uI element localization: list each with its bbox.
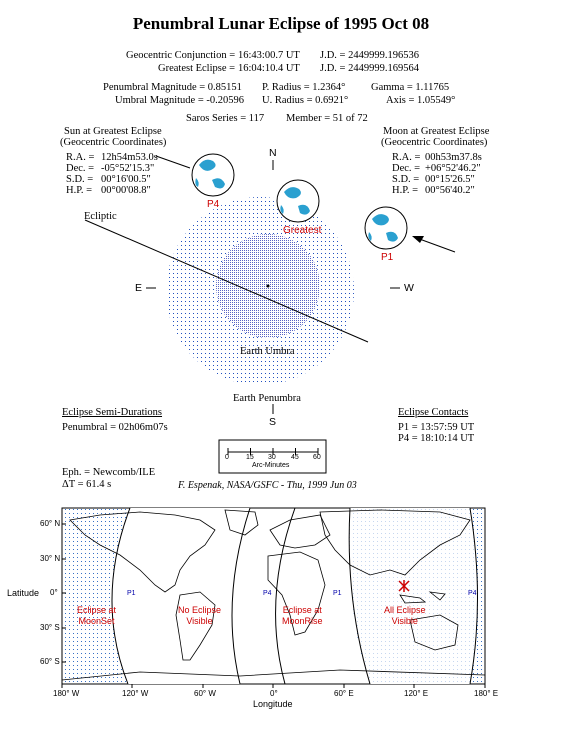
p-radius: P. Radius = 1.2364° (262, 82, 346, 93)
page-title: Penumbral Lunar Eclipse of 1995 Oct 08 (132, 14, 430, 33)
curve-label-p1-west: P1 (127, 590, 136, 597)
penumbral-semi-duration: Penumbral = 02h06m07s (62, 422, 168, 433)
greatest-moon-label: Greatest (283, 225, 322, 236)
scale-tick-60: 60 (313, 454, 321, 461)
sun-sd-label: S.D. = (66, 174, 94, 185)
lon-label-60e: 60° E (334, 689, 354, 698)
sun-hp: 00°00'08.8" (101, 185, 151, 196)
sun-pointer-line (156, 156, 190, 168)
shadow-axis-point (267, 285, 270, 288)
u-radius: U. Radius = 0.6921° (262, 95, 349, 106)
all-visible-shade (349, 508, 477, 684)
contact-p1: P1 = 13:57:59 UT (398, 422, 475, 433)
lon-label-180e: 180° E (474, 689, 499, 698)
sun-heading: Sun at Greatest Eclipse (64, 126, 162, 137)
scale-tick-15: 15 (246, 454, 254, 461)
moon-ra-label: R.A. = (392, 152, 421, 163)
compass-west: W (404, 282, 414, 294)
greatest-label: Greatest Eclipse = (158, 63, 236, 74)
lat-label-0: 0° (50, 588, 58, 597)
map-ylabel: Latitude (7, 588, 40, 598)
lon-label-120w: 120° W (122, 689, 149, 698)
map-xlabel: Longitude (253, 699, 293, 709)
moon-greatest-icon (277, 180, 319, 222)
lon-label-180w: 180° W (53, 689, 80, 698)
curve-label-p4: P4 (263, 590, 272, 597)
lat-label-60n: 60° N (40, 519, 61, 528)
moon-sd: 00°15'26.5" (425, 174, 475, 185)
compass-east: E (135, 282, 143, 294)
scale-tick-45: 45 (291, 454, 299, 461)
sun-subheading: (Geocentric Coordinates) (60, 137, 167, 148)
contacts-heading: Eclipse Contacts (398, 407, 469, 418)
credit: F. Espenak, NASA/GSFC - Thu, 1999 Jun 03 (178, 480, 357, 491)
geo-conj-time: 16:43:00.7 UT (238, 50, 300, 61)
saros-member: Member = 51 of 72 (286, 113, 368, 124)
gamma: Gamma = 1.11765 (371, 82, 450, 93)
moon-subheading: (Geocentric Coordinates) (381, 137, 488, 148)
scale-tick-0: 0 (225, 454, 229, 461)
ecliptic-label: Ecliptic (84, 211, 117, 222)
lon-label-0: 0° (270, 689, 278, 698)
greatest-jd: J.D. = 2449999.169564 (320, 63, 419, 74)
moon-hp: 00°56'40.2" (425, 185, 475, 196)
lon-label-120e: 120° E (404, 689, 429, 698)
penumbra-label: Earth Penumbra (233, 393, 301, 404)
sun-sd: 00°16'00.5" (101, 174, 151, 185)
scale-tick-30: 30 (268, 454, 276, 461)
delta-t: ΔT = 61.4 s (62, 479, 112, 490)
saros-series: Saros Series = 117 (186, 113, 265, 124)
sun-dec: -05°52'15.3" (101, 163, 155, 174)
umbral-magnitude: Umbral Magnitude = -0.20596 (115, 95, 244, 106)
scale-unit-label: Arc-Minutes (252, 462, 290, 469)
sun-ra-label: R.A. = (66, 152, 95, 163)
penumbral-magnitude: Penumbral Magnitude = 0.85151 (103, 82, 242, 93)
curve-label-p1-east: P1 (333, 590, 342, 597)
moon-dec-label: Dec. = (392, 163, 421, 174)
geo-conj-jd: J.D. = 2449999.196536 (320, 50, 419, 61)
region-moonrise-label: Eclipse at MoonRise (282, 605, 323, 626)
moon-dec: +06°52'46.2" (425, 163, 481, 174)
lat-label-30s: 30° S (40, 623, 60, 632)
contact-p4: P4 = 18:10:14 UT (398, 433, 475, 444)
semi-durations-heading: Eclipse Semi-Durations (62, 407, 163, 418)
region-no-eclipse-label: No Eclipse Visible (178, 605, 222, 626)
ephemeris: Eph. = Newcomb/ILE (62, 467, 156, 478)
moon-heading: Moon at Greatest Eclipse (383, 126, 490, 137)
sun-hp-label: H.P. = (66, 185, 93, 196)
sun-dec-label: Dec. = (66, 163, 95, 174)
lon-label-60w: 60° W (194, 689, 216, 698)
compass-north: N (269, 147, 277, 159)
sun-ra: 12h54m53.0s (101, 152, 158, 163)
world-map (62, 508, 485, 688)
lat-label-30n: 30° N (40, 554, 61, 563)
umbra-label: Earth Umbra (240, 346, 295, 357)
moon-sd-label: S.D. = (392, 174, 420, 185)
region-moonset-label: Eclipse at MoonSet (77, 605, 117, 626)
moon-p1-icon (365, 207, 407, 249)
moon-hp-label: H.P. = (392, 185, 419, 196)
compass-south: S (269, 416, 277, 428)
geo-conj-label: Geocentric Conjunction = (126, 50, 236, 61)
moon-p4-icon (192, 154, 234, 196)
axis: Axis = 1.05549° (386, 95, 456, 106)
curve-label-p4-east: P4 (468, 590, 477, 597)
region-all-visible-label: All Eclipse Visible (384, 605, 426, 626)
lat-label-60s: 60° S (40, 657, 60, 666)
moon-ra: 00h53m37.8s (425, 152, 482, 163)
p1-moon-label: P1 (381, 252, 394, 263)
p4-moon-label: P4 (207, 199, 220, 210)
greatest-time: 16:04:10.4 UT (238, 63, 300, 74)
